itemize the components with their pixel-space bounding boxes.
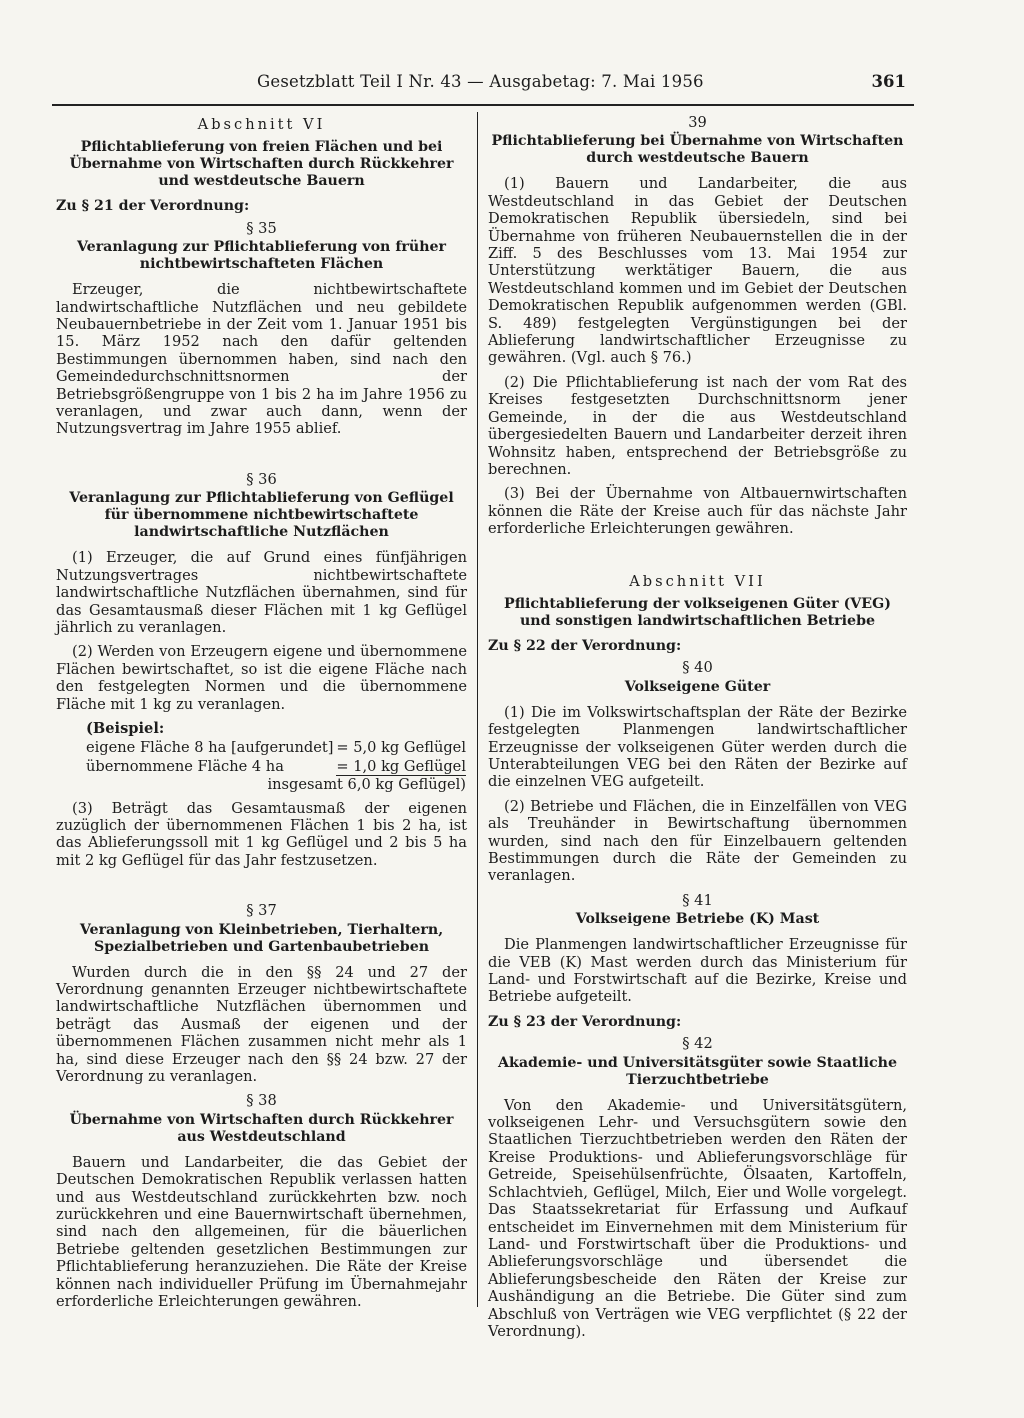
paragraph-37-text: Wurden durch die in den §§ 24 und 27 der Verordnung genannten Erzeuger nichtbewirtschaftete landwirtschaftliche Nutzflächen übernommen und beträgt das Ausmaß der eigenen und der übernommenen Flächen zusammen nicht mehr als 1 ha, sind diese Erzeuger nach den §§ 24 bzw. 27 der Verordnung zu veranlagen. <box>56 963 467 1086</box>
paragraph-36-number: § 36 <box>246 470 277 488</box>
paragraph-38-heading: Übernahme von Wirtschaften durch Rückkehrer aus Westdeutschland <box>69 1111 454 1145</box>
example-row-1-value: = 5,0 kg Geflügel <box>336 739 466 757</box>
paragraph-35-number: § 35 <box>246 219 277 237</box>
paragraph-40-text-2: (2) Betriebe und Flächen, die in Einzelfällen von VEG als Treuhänder in Bewirtschaftung übernommen wurden, sind nach den für Einzelbauern geltenden Bestimmungen durch die Räte der Gemeinden zu veranlagen. <box>488 797 907 885</box>
column-divider <box>477 112 478 1307</box>
section-vii-label: Abschnitt VII <box>629 572 766 590</box>
paragraph-36-heading: Veranlagung zur Pflichtablieferung von Geflügel für übernommene nichtbewirtschaftete landwirtschaftliche Nutzflächen <box>69 490 454 541</box>
paragraph-36-text-3: (3) Beträgt das Gesamtausmaß der eigenen zuzüglich der übernommenen Flächen 1 bis 2 ha, ist das Ablieferungssoll mit 1 kg Geflügel und 2 bis 5 ha mit 2 kg Geflügel für das Jahr festzusetzen. <box>56 799 467 869</box>
paragraph-35-text: Erzeuger, die nichtbewirtschaftete landwirtschaftliche Nutzflächen und neu gebildete Neubauernbetriebe in der Zeit vom 1. Januar 1951 bis 15. März 1952 nach den dafür geltenden Bestimmungen übernommen haben, sind nach den Gemeindedurchschnittsnormen der Betriebsgrößengruppe von 1 bis 2 ha im Jahre 1956 zu veranlagen, und zwar auch dann, wenn der Nutzungsvertrag im Jahre 1955 ablief. <box>56 281 467 438</box>
paragraph-41-number: § 41 <box>682 891 713 909</box>
right-column <box>488 110 907 1347</box>
paragraph-42-text: Von den Akademie- und Universitätsgütern, volkseigenen Lehr- und Versuchsgütern sowie den Staatlichen Tierzuchtbetrieben werden den Räten der Kreise Produktions- und Ablieferungsvorschläge für Getreide, Speisehülsenfrüchte, Ölsaaten, Kartoffeln, Schlachtvieh, Geflügel, Milch, Eier und Wolle vorgelegt. Das Staatssekretariat für Erfassung und Aufkauf entscheidet im Einvernehmen mit dem Ministerium für Land- und Forstwirtschaft über die Produktions- und Ablieferungsvorschläge und übersendet die Ablieferungsbescheide den Räten der Kreise zur Aushändigung an die Betriebe. Die Güter sind zum Abschluß von Verträgen wie VEG verpflichtet (§ 22 der Verordnung). <box>488 1096 907 1340</box>
paragraph-42-heading: Akademie- und Universitätsgüter sowie Staatliche Tierzuchtbetriebe <box>498 1054 897 1088</box>
paragraph-40-heading: Volkseigene Güter <box>624 678 771 695</box>
zu-paragraph-21: Zu § 21 der Verordnung: <box>56 198 250 215</box>
example-label: (Beispiel: <box>86 719 165 737</box>
example-row <box>86 739 466 757</box>
section-vi-label: Abschnitt VI <box>197 116 326 133</box>
example-row <box>86 758 466 776</box>
paragraph-35-heading: Veranlagung zur Pflichtablieferung von früher nichtbewirtschafteten Flächen <box>76 239 447 273</box>
paragraph-36-text-1: (1) Erzeuger, die auf Grund eines fünfjährigen Nutzungsvertrages nichtbewirtschaftete landwirtschaftliche Nutzflächen übernahmen, sind für das Gesamtausmaß dieser Flächen mit 1 kg Geflügel jährlich zu veranlagen. <box>56 549 467 636</box>
paragraph-37-heading: Veranlagung von Kleinbetrieben, Tierhaltern, Spezialbetrieben und Gartenbaubetrieben <box>79 921 444 955</box>
example-row-2-value: = 1,0 kg Geflügel <box>336 757 466 775</box>
page-number: 361 <box>871 72 906 91</box>
zu-paragraph-22: Zu § 22 der Verordnung: <box>488 637 682 654</box>
paragraph-39-text-3: (3) Bei der Übernahme von Altbauernwirtschaften können die Räte der Kreise auch für das nächste Jahr erforderliche Erleichterungen gewähren. <box>488 485 907 538</box>
example-total: insgesamt 6,0 kg Geflügel) <box>267 776 466 794</box>
example-row-2-label: übernommene Fläche 4 ha <box>86 757 284 775</box>
paragraph-39-number: 39 <box>688 114 707 131</box>
left-column <box>56 110 467 1318</box>
paragraph-36-text-2: (2) Werden von Erzeugern eigene und übernommene Flächen bewirtschaftet, so ist die eigene Fläche nach den festgelegten Normen und die übernommene Fläche mit 1 kg zu veranlagen. <box>56 643 467 713</box>
paragraph-41-text: Die Planmengen landwirtschaftlicher Erzeugnisse für die VEB (K) Mast werden durch das Ministerium für Land- und Forstwirtschaft auf die Bezirke, Kreise und Betriebe aufgeteilt. <box>488 936 907 1006</box>
page-header-title: Gesetzblatt Teil I Nr. 43 — Ausgabetag: 7. Mai 1956 <box>257 72 704 91</box>
paragraph-38-text: Bauern und Landarbeiter, die das Gebiet der Deutschen Demokratischen Republik verlassen hatten und aus Westdeutschland zurückkehrten bzw. noch zurückkehren und eine Bauernwirtschaft übernehmen, sind nach den allgemeinen, für die bäuerlichen Betriebe geltenden gesetzlichen Bestimmungen zur Pflichtablieferung heranzuziehen. Die Räte der Kreise können nach individueller Prüfung im Übernahmejahr erforderliche Erleichterungen gewähren. <box>56 1153 467 1311</box>
example-block <box>86 739 466 793</box>
zu-paragraph-23: Zu § 23 der Verordnung: <box>488 1013 682 1030</box>
paragraph-38-number: § 38 <box>246 1092 277 1110</box>
section-vii-heading: Pflichtablieferung der volkseigenen Güter (VEG) und sonstigen landwirtschaftlichen Betriebe <box>504 595 891 629</box>
paragraph-40-text-1: (1) Die im Volkswirtschaftsplan der Räte der Bezirke festgelegten Planmengen landwirtschaftlicher Erzeugnisse der volkseigenen Güter werden durch die Unterabteilungen VEG bei den Räten der Bezirke auf die einzelnen VEG aufgeteilt. <box>488 703 907 791</box>
paragraph-39-text-1: (1) Bauern und Landarbeiter, die aus Westdeutschland in das Gebiet der Deutschen Demokratischen Republik übersiedeln, sind bei Übernahme von früheren Neubauernstellen die in der Ziff. 5 des Beschlusses vom 13. Mai 1954 zur Unterstützung werktätiger Bauern, die aus Westdeutschland kommen und im Gebiet der Deutschen Demokratischen Republik aufgenommen werden (GBl. S. 489) festgelegten Vergünstigungen bei der Ablieferung landwirtschaftlicher Erzeugnisse zu gewähren. (Vgl. auch § 76.) <box>488 175 907 367</box>
paragraph-40-number: § 40 <box>682 659 713 677</box>
section-vi-heading: Pflichtablieferung von freien Flächen und bei Übernahme von Wirtschaften durch Rückkehrer und westdeutsche Bauern <box>69 139 454 190</box>
example-row-1-label: eigene Fläche 8 ha [aufgerundet] <box>86 739 334 757</box>
page-header <box>52 70 914 106</box>
paragraph-39-text-2: (2) Die Pflichtablieferung ist nach der vom Rat des Kreises festgesetzten Durchschnittsnorm jener Gemeinde, in der die aus Westdeutschland übergesiedelten Bauern und Landarbeiter derzeit ihren Wohnsitz haben, entsprechend der Betriebsgröße zu berechnen. <box>488 373 907 478</box>
paragraph-41-heading: Volkseigene Betriebe (K) Mast <box>575 911 820 928</box>
paragraph-37-number: § 37 <box>246 902 277 920</box>
paragraph-42-number: § 42 <box>682 1035 713 1053</box>
paragraph-39-heading: Pflichtablieferung bei Übernahme von Wirtschaften durch westdeutsche Bauern <box>491 133 904 167</box>
